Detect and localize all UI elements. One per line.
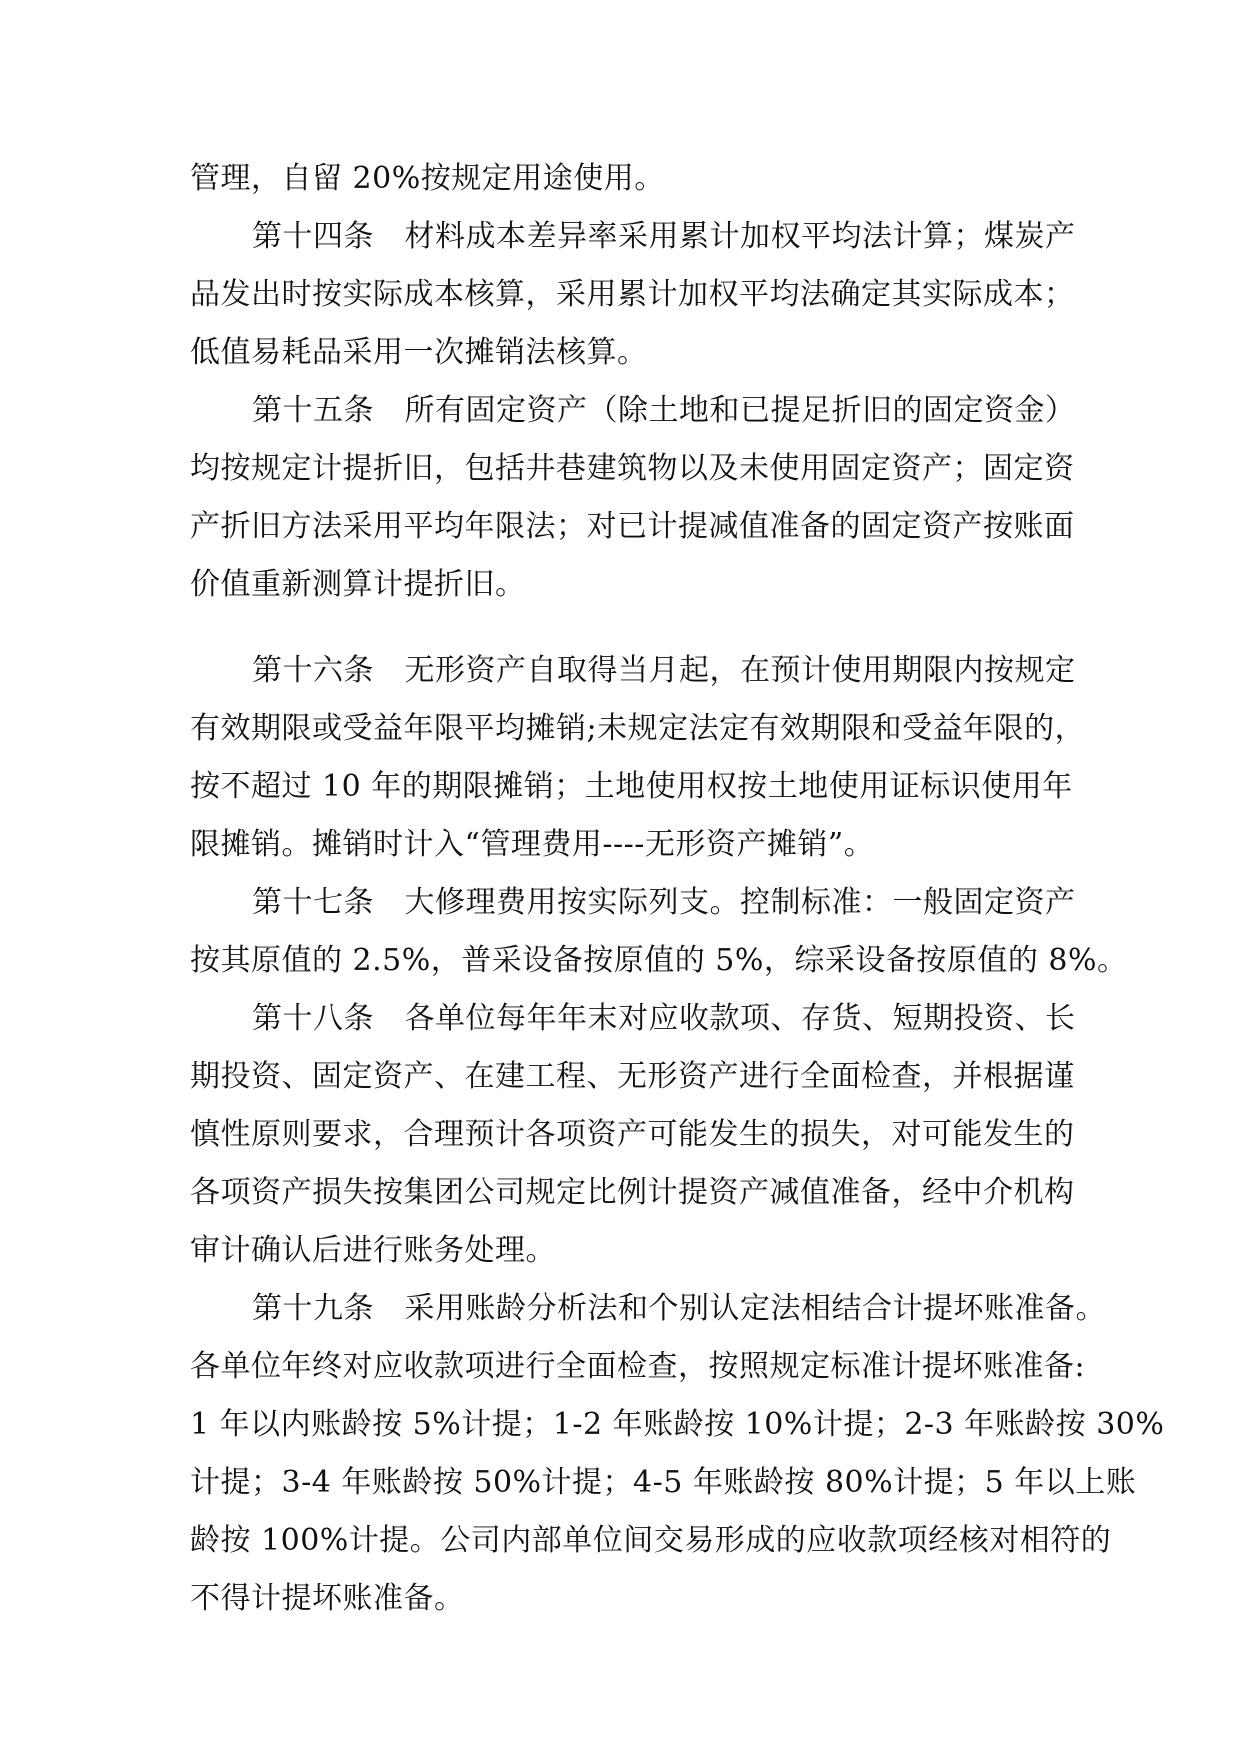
text-line: 龄按 100%计提。公司内部单位间交易形成的应收款项经核对相符的: [190, 1523, 1112, 1558]
text-line: 审计确认后进行账务处理。: [190, 1233, 556, 1268]
text-line: 品发出时按实际成本核算，采用累计加权平均法确定其实际成本；: [190, 277, 1075, 312]
text-line: 期投资、固定资产、在建工程、无形资产进行全面检查，并根据谨: [190, 1059, 1075, 1094]
article-14-heading-line: 第十四条 材料成本差异率采用累计加权平均法计算；煤炭产: [252, 219, 1076, 254]
text-line: 慎性原则要求，合理预计各项资产可能发生的损失，对可能发生的: [190, 1117, 1075, 1152]
text-line: 按其原值的 2.5%，普采设备按原值的 5%，综采设备按原值的 8%。: [190, 943, 1128, 978]
text-line: 计提；3-4 年账龄按 50%计提；4-5 年账龄按 80%计提；5 年以上账: [190, 1465, 1137, 1500]
text-line: 限摊销。摊销时计入“管理费用----无形资产摊销”。: [190, 827, 875, 862]
article-17-heading-line: 第十七条 大修理费用按实际列支。控制标准：一般固定资产: [252, 885, 1076, 920]
text-line: 产折旧方法采用平均年限法；对已计提减值准备的固定资产按账面: [190, 509, 1075, 544]
text-line: 不得计提坏账准备。: [190, 1581, 465, 1616]
article-19-heading-line: 第十九条 采用账龄分析法和个别认定法相结合计提坏账准备。: [252, 1291, 1106, 1326]
text-line: 价值重新测算计提折旧。: [190, 567, 526, 602]
text-line: 均按规定计提折旧，包括井巷建筑物以及未使用固定资产；固定资: [190, 451, 1075, 486]
article-15-heading-line: 第十五条 所有固定资产（除土地和已提足折旧的固定资金）: [252, 393, 1076, 428]
text-line: 各项资产损失按集团公司规定比例计提资产减值准备，经中介机构: [190, 1175, 1075, 1210]
text-line: 有效期限或受益年限平均摊销;未规定法定有效期限和受益年限的，: [190, 711, 1086, 746]
article-16-heading-line: 第十六条 无形资产自取得当月起，在预计使用期限内按规定: [252, 653, 1076, 688]
text-line: 按不超过 10 年的期限摊销；土地使用权按土地使用证标识使用年: [190, 769, 1073, 804]
text-line: 1 年以内账龄按 5%计提；1-2 年账龄按 10%计提；2-3 年账龄按 30%: [190, 1407, 1165, 1442]
text-line: 管理，自留 20%按规定用途使用。: [190, 161, 665, 196]
document-body: [190, 150, 1165, 1628]
article-18-heading-line: 第十八条 各单位每年年末对应收款项、存货、短期投资、长: [252, 1001, 1076, 1036]
text-line: 低值易耗品采用一次摊销法核算。: [190, 335, 648, 370]
text-line: 各单位年终对应收款项进行全面检查，按照规定标准计提坏账准备:: [190, 1349, 1086, 1384]
paragraph-gap: [190, 614, 1110, 642]
